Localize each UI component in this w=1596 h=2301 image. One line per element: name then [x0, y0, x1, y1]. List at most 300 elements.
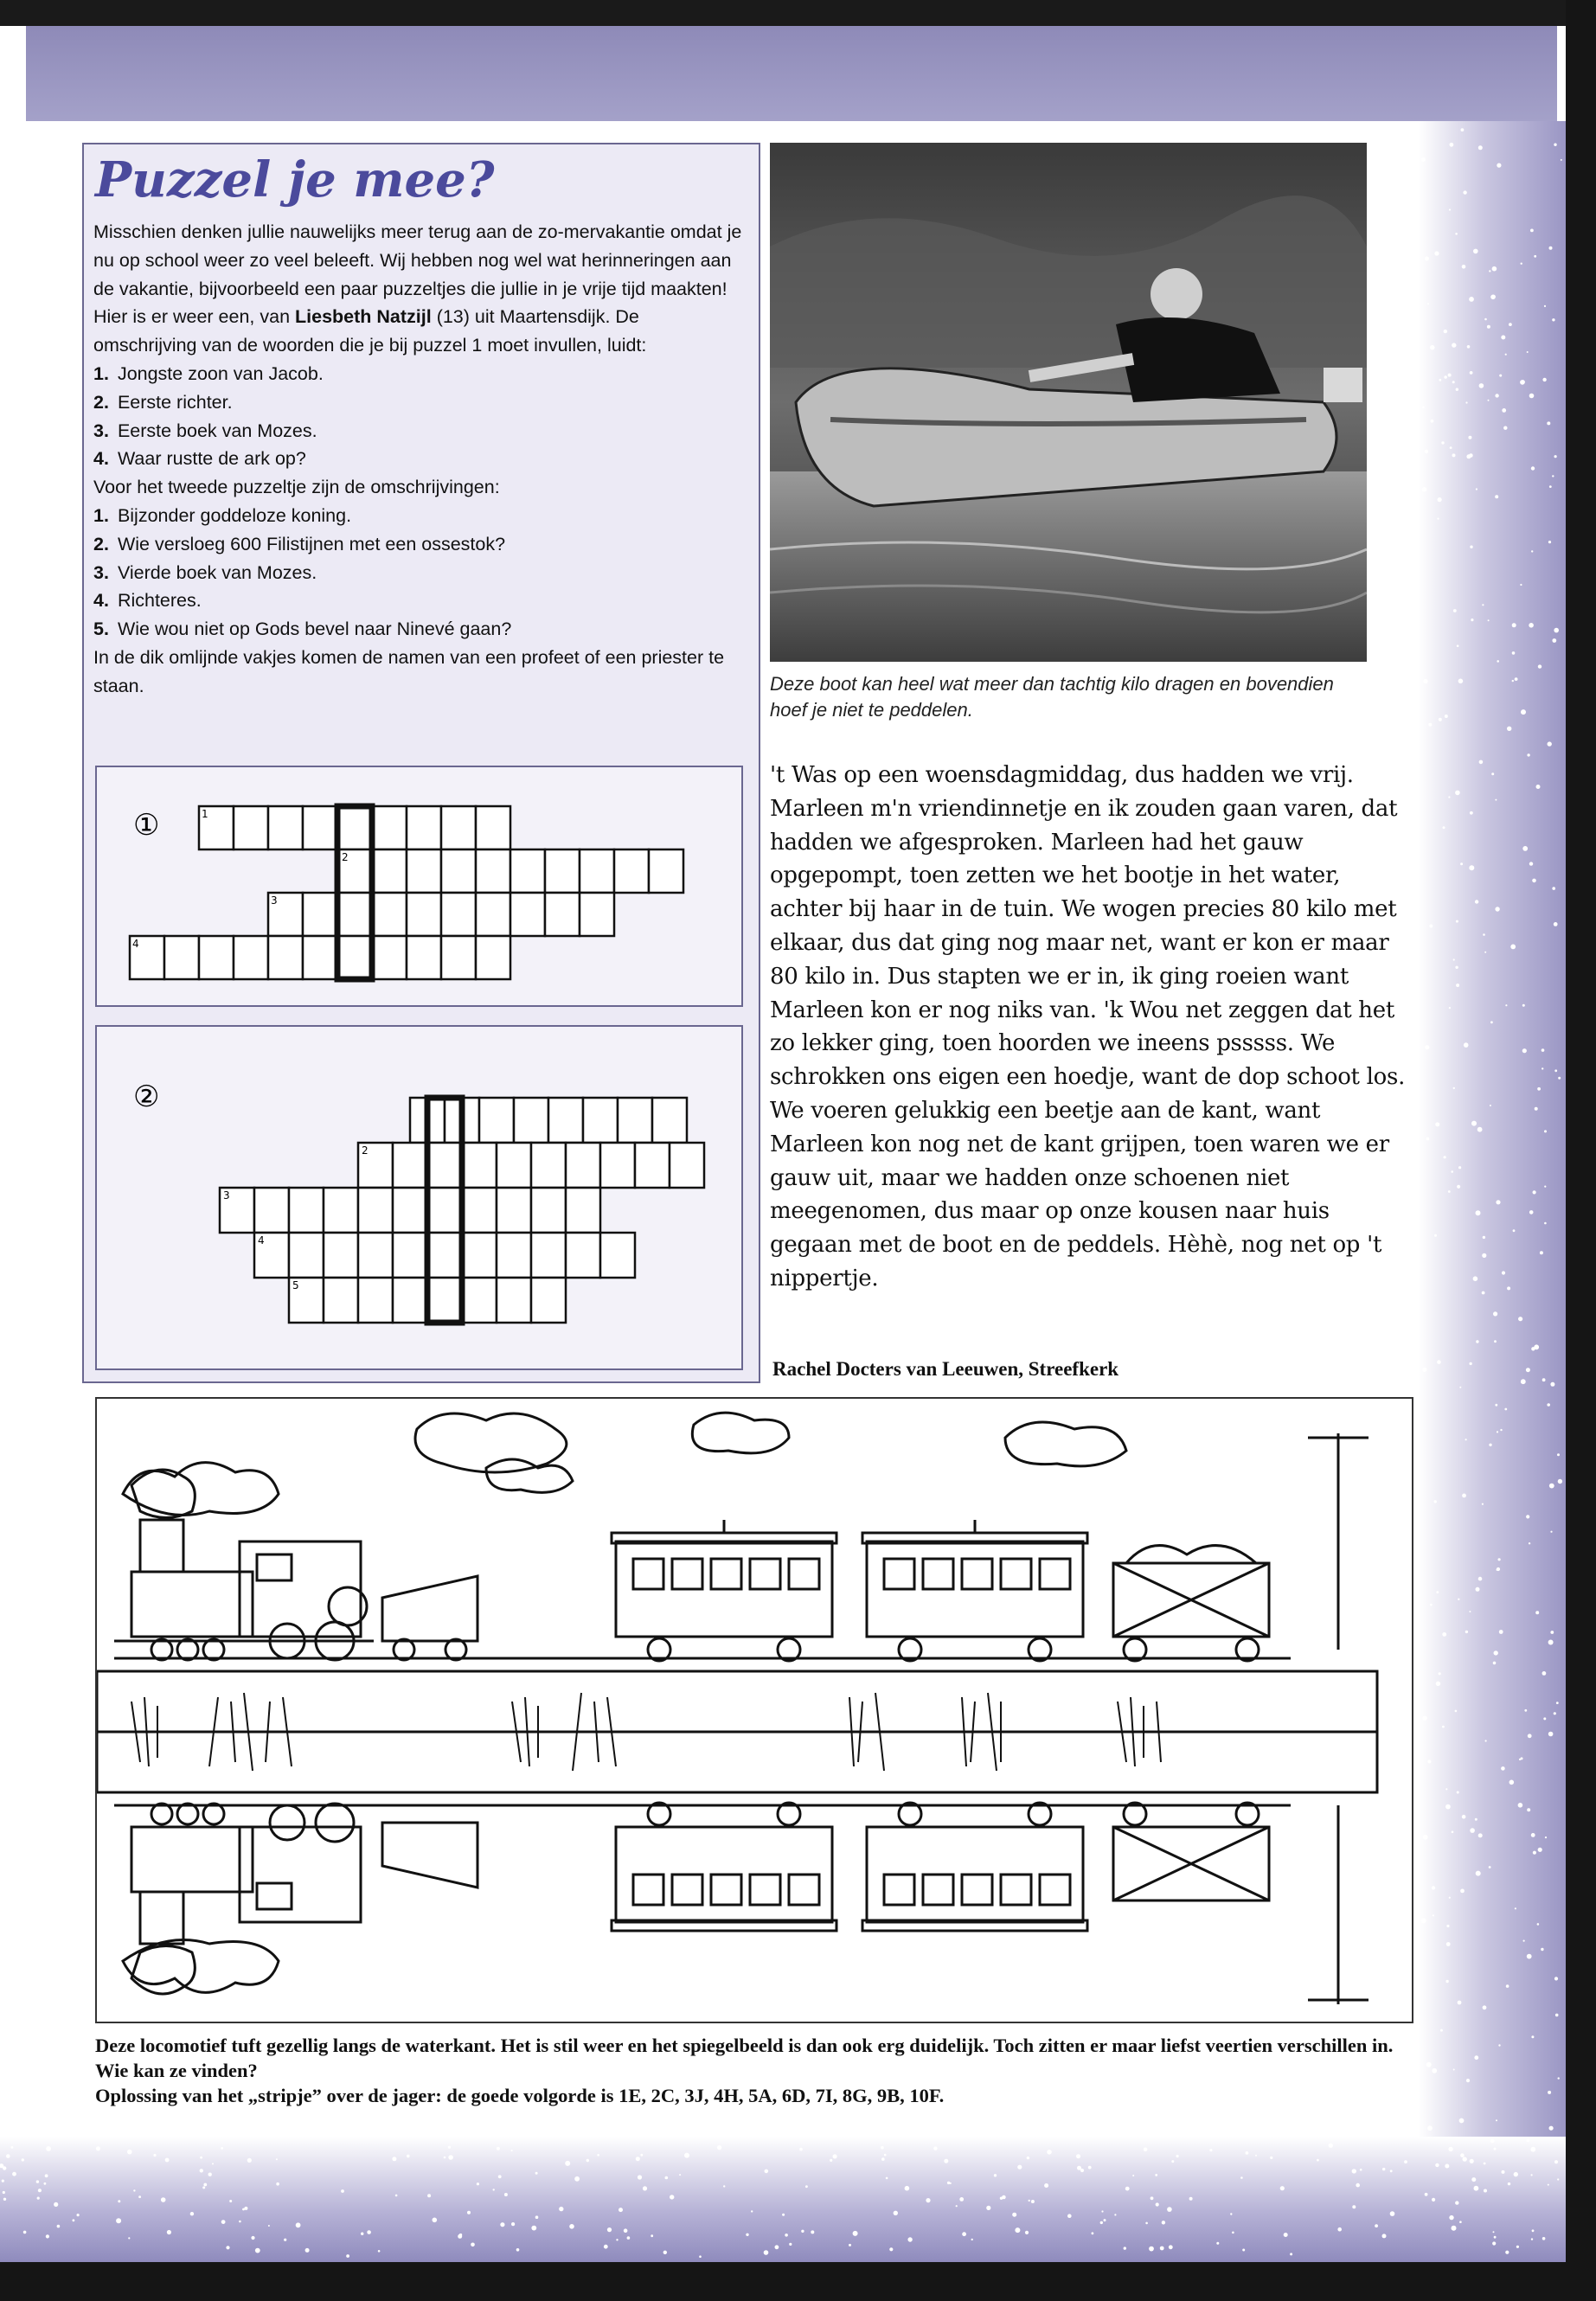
confetti-dot	[1455, 1710, 1458, 1713]
locomotive-top	[114, 1470, 374, 1660]
confetti-dot	[1434, 1500, 1437, 1503]
confetti-dot	[3, 2191, 5, 2194]
confetti-dot	[1475, 900, 1478, 903]
confetti-dot	[1434, 251, 1439, 255]
confetti-dot	[1544, 1186, 1546, 1188]
crossword-2-row-1	[410, 1098, 687, 1143]
confetti-dot	[341, 2189, 344, 2193]
confetti-dot	[1502, 2170, 1505, 2174]
crossword-1-num-2: 2	[342, 851, 349, 863]
confetti-dot	[604, 2245, 608, 2249]
confetti-dot	[1455, 791, 1460, 796]
confetti-dot	[1482, 1292, 1485, 1295]
confetti-dot	[886, 2177, 888, 2180]
confetti-dot	[493, 2189, 495, 2190]
confetti-dot	[907, 2237, 912, 2241]
confetti-dot	[1493, 1311, 1497, 1316]
confetti-dot	[36, 2180, 39, 2182]
confetti-dot	[723, 2185, 725, 2187]
confetti-dot	[627, 2236, 631, 2240]
confetti-dot	[427, 2194, 431, 2197]
confetti-dot	[1474, 2186, 1479, 2191]
confetti-dot	[1554, 1069, 1557, 1072]
confetti-dot	[1542, 1067, 1543, 1069]
confetti-dot	[1446, 1942, 1451, 1946]
confetti-dot	[1457, 1791, 1459, 1794]
carriage-1-top	[612, 1520, 836, 1661]
confetti-dot	[1541, 1948, 1543, 1951]
intro-name: Liesbeth Natzijl	[295, 306, 432, 328]
crossword-1-row-2	[337, 849, 683, 893]
confetti-dot	[1514, 2172, 1518, 2176]
confetti-dot	[1558, 2077, 1560, 2079]
confetti-dot	[670, 2195, 674, 2199]
confetti-dot	[407, 2155, 410, 2158]
confetti-dot	[1429, 925, 1433, 928]
crossword-2	[97, 1027, 741, 1368]
confetti-dot	[944, 2159, 948, 2163]
confetti-dot	[1145, 2222, 1148, 2225]
confetti-dot	[782, 2214, 785, 2216]
cloud-top-4	[1005, 1422, 1126, 1466]
confetti-dot	[1162, 2221, 1165, 2224]
confetti-dot	[1505, 2251, 1509, 2254]
confetti-dot	[1510, 945, 1516, 950]
confetti-dot	[1490, 2139, 1495, 2144]
confetti-dot	[500, 2222, 504, 2227]
crossword-1-row-4	[130, 936, 510, 979]
confetti-dot	[1430, 345, 1435, 350]
confetti-dot	[268, 2225, 270, 2227]
confetti-dot	[1484, 2189, 1487, 2193]
confetti-dot	[1432, 2068, 1437, 2073]
confetti-dot	[1012, 2213, 1016, 2217]
confetti-dot	[1189, 2197, 1193, 2201]
confetti-dot	[1125, 2187, 1130, 2191]
confetti-dot	[202, 2186, 205, 2189]
confetti-dot	[200, 2169, 203, 2172]
confetti-dot	[1493, 2231, 1495, 2233]
confetti-dot	[1492, 2241, 1496, 2245]
confetti-dot	[1495, 1404, 1497, 1407]
confetti-dot	[1246, 2151, 1249, 2155]
confetti-dot	[1025, 2231, 1029, 2234]
confetti-dot	[1542, 1048, 1545, 1052]
confetti-dot	[607, 2227, 612, 2232]
confetti-dot	[663, 2251, 667, 2254]
confetti-dot	[1494, 2236, 1497, 2239]
confetti-dot	[1482, 1253, 1486, 1258]
confetti-dot	[1015, 2227, 1020, 2233]
confetti-dot	[1531, 2238, 1533, 2240]
confetti-dot	[477, 2182, 479, 2185]
confetti-dot	[1448, 1190, 1451, 1193]
crossword-1-box	[95, 766, 743, 1007]
confetti-dot	[1493, 1662, 1497, 1665]
confetti-dot	[1527, 753, 1529, 756]
crossword-1-num-3: 3	[271, 894, 278, 907]
confetti-dot	[1529, 862, 1533, 865]
confetti-dot	[1554, 2160, 1558, 2163]
confetti-dot	[1529, 394, 1535, 399]
confetti-dot	[805, 2185, 808, 2188]
confetti-dot	[1527, 1808, 1530, 1811]
confetti-dot	[789, 2243, 792, 2246]
confetti-dot	[1171, 2160, 1174, 2163]
confetti-dot	[785, 2234, 788, 2237]
confetti-dot	[1497, 1567, 1500, 1571]
confetti-dot	[1453, 609, 1457, 612]
confetti-dot	[1442, 1726, 1445, 1728]
confetti-dot	[1516, 2246, 1519, 2248]
confetti-dot	[77, 2214, 80, 2216]
confetti-dot	[764, 2250, 769, 2255]
confetti-dot	[1550, 1382, 1554, 1387]
confetti-dot	[1445, 2164, 1449, 2169]
confetti-dot	[1527, 2139, 1530, 2143]
confetti-dot	[1100, 2221, 1103, 2224]
confetti-dot	[962, 2232, 966, 2236]
confetti-dot	[1476, 1587, 1480, 1592]
confetti-dot	[1428, 723, 1432, 727]
confetti-dot	[1498, 2044, 1500, 2046]
confetti-dot	[127, 2150, 132, 2155]
confetti-dot	[1463, 190, 1466, 194]
confetti-dot	[1426, 1138, 1430, 1141]
crossword-2-row-4	[254, 1233, 635, 1278]
confetti-dot	[1375, 2224, 1378, 2227]
confetti-dot	[276, 2158, 278, 2160]
confetti-dot	[586, 2159, 589, 2162]
confetti-dot	[1470, 371, 1473, 375]
confetti-dot	[244, 2207, 247, 2210]
confetti-dot	[467, 2211, 471, 2214]
confetti-dot	[242, 2208, 245, 2211]
confetti-dot	[284, 2239, 286, 2241]
confetti-dot	[1470, 546, 1472, 548]
confetti-dot	[1445, 1980, 1448, 1983]
confetti-dot	[1149, 2247, 1154, 2252]
confetti-dot	[1552, 475, 1554, 477]
confetti-dot	[1548, 541, 1551, 543]
confetti-dot	[1549, 485, 1552, 488]
confetti-dot	[684, 2153, 689, 2158]
confetti-dot	[569, 2224, 574, 2229]
confetti-dot	[1114, 2214, 1116, 2215]
confetti-dot	[1533, 1851, 1536, 1855]
confetti-dot	[1544, 305, 1546, 307]
confetti-dot	[1531, 466, 1535, 470]
confetti-dot	[1521, 1757, 1523, 1759]
confetti-dot	[1435, 1122, 1439, 1126]
confetti-dot	[255, 2248, 260, 2253]
confetti-dot	[1432, 2198, 1435, 2202]
confetti-dot	[1176, 2155, 1179, 2157]
confetti-dot	[498, 2175, 502, 2178]
confetti-dot	[1080, 2169, 1084, 2172]
confetti-dot	[1469, 1362, 1471, 1365]
confetti-dot	[636, 2157, 640, 2161]
confetti-dot	[1483, 1236, 1485, 1239]
confetti-dot	[1465, 401, 1467, 403]
confetti-dot	[799, 2148, 803, 2151]
confetti-dot	[1542, 2237, 1546, 2240]
clue-1-4: 4. Waar rustte de ark op?	[93, 448, 306, 470]
confetti-dot	[1515, 1907, 1516, 1909]
crossword-1-row-1	[199, 806, 510, 849]
confetti-dot	[651, 2234, 653, 2237]
confetti-dot	[1521, 1379, 1526, 1384]
confetti-dot	[2, 2180, 4, 2182]
confetti-dot	[1554, 1712, 1556, 1715]
confetti-dot	[1545, 1836, 1547, 1838]
story-text: 't Was op een woensdagmiddag, dus hadden we vrij. Marleen m'n vriendinnetje en ik zouden gaan varen, dat hadden we afgesproken. Marleen had het gauw opgepompt, toen zetten we het bootje in het water, achter bij haar in de tuin. We wogen precies 80 kilo met elkaar, dus dat ging nog maar net, want er kon er maar 80 kilo in. Dus stapten we er in, ik ging roeien want Marleen kon er nog niks van. 'k Wou net zeggen dat het zo lekker ging, toen hoorden we ineens psssss. We schrokken ons eigen een hoedje, want de dop schoot los. We voeren gelukkig een beetje aan de kant, want Marleen kon nog net de kant grijpen, toen waren we er gauw uit, maar we hadden onze schoenen niet meegenomen, dus maar op onze kousen naar huis gegaan met de boot en de peddels. Hèhè, nog net op 't nippertje.	[770, 762, 1406, 1292]
confetti-dot	[1488, 400, 1490, 401]
train-puzzle-box	[95, 1397, 1413, 2023]
confetti-dot	[444, 2157, 446, 2159]
confetti-dot	[1558, 1479, 1562, 1484]
confetti-dot	[1390, 2211, 1395, 2216]
confetti-dot	[1445, 715, 1448, 718]
confetti-dot	[208, 2173, 212, 2176]
confetti-dot	[1427, 303, 1429, 304]
confetti-dot	[1476, 1210, 1481, 1215]
confetti-dot	[1502, 408, 1506, 413]
puzzle-intro	[93, 218, 747, 701]
confetti-dot	[433, 2218, 438, 2223]
confetti-dot	[1515, 677, 1518, 681]
confetti-dot	[535, 2215, 539, 2219]
carriage-2-top	[862, 1520, 1087, 1661]
confetti-dot	[1513, 1229, 1516, 1232]
confetti-dot	[1044, 2183, 1048, 2188]
confetti-dot	[1460, 2153, 1465, 2157]
confetti-dot	[1556, 1702, 1559, 1704]
confetti-dot	[1467, 345, 1471, 349]
confetti-dot	[717, 2145, 721, 2150]
crossword-2-label: ②	[133, 1080, 160, 1114]
confetti-dot	[811, 2230, 814, 2234]
confetti-dot	[1495, 799, 1497, 801]
clue-2-2: 2. Wie versloeg 600 Filistijnen met een ossestok?	[93, 533, 506, 554]
confetti-dot	[1509, 323, 1512, 326]
confetti-dot	[1352, 2205, 1356, 2208]
confetti-dot	[1422, 407, 1425, 409]
confetti-dot	[565, 2161, 570, 2166]
confetti-dot	[138, 2195, 141, 2198]
confetti-dot	[1443, 826, 1445, 829]
confetti-dot	[1499, 1630, 1503, 1634]
confetti-dot	[395, 2195, 398, 2197]
confetti-dot	[1542, 378, 1546, 381]
confetti-dot	[640, 2154, 643, 2157]
photo-caption: Deze boot kan heel wat meer dan tachtig kilo dragen en bovendien hoef je niet te peddelen.	[770, 673, 1334, 721]
confetti-dot	[1449, 1897, 1451, 1899]
confetti-dot	[239, 2221, 241, 2223]
crossword-2-box	[95, 1025, 743, 1370]
confetti-dot	[956, 2205, 958, 2207]
confetti-dot	[1455, 2201, 1458, 2204]
confetti-dot	[1132, 2175, 1134, 2176]
confetti-dot	[346, 2254, 349, 2258]
confetti-dot	[1526, 1368, 1530, 1372]
clue-1-3: 3. Eerste boek van Mozes.	[93, 420, 317, 441]
crossword-2-row-2	[358, 1143, 704, 1188]
confetti-dot	[775, 2245, 779, 2249]
confetti-dot	[1552, 638, 1556, 643]
confetti-dot	[1535, 1107, 1538, 1111]
confetti-dot	[1520, 380, 1525, 385]
confetti-dot	[833, 2154, 837, 2158]
confetti-dot	[1547, 421, 1550, 425]
confetti-dot	[1534, 1344, 1539, 1349]
confetti-dot	[1425, 1045, 1429, 1049]
confetti-dot	[986, 2206, 990, 2210]
confetti-dot	[619, 2208, 623, 2212]
confetti-dot	[38, 2189, 42, 2192]
confetti-dot	[1088, 2166, 1092, 2170]
confetti-dot	[392, 2157, 396, 2161]
confetti-dot	[1475, 1818, 1477, 1821]
confetti-dot	[73, 2219, 75, 2221]
confetti-dot	[1495, 394, 1498, 397]
confetti-dot	[597, 2154, 599, 2157]
confetti-dot	[1554, 1977, 1558, 1980]
confetti-dot	[1169, 2245, 1173, 2249]
confetti-dot	[1076, 2154, 1080, 2158]
confetti-dot	[1489, 1866, 1491, 1868]
confetti-dot	[96, 2146, 100, 2150]
confetti-dot	[881, 2157, 885, 2161]
confetti-dot	[1505, 354, 1507, 356]
crossword-1-num-1: 1	[202, 808, 208, 820]
crossword-1-num-4: 4	[132, 938, 139, 950]
confetti-dot	[1468, 436, 1471, 439]
confetti-dot	[1471, 1121, 1477, 1126]
confetti-dot	[1456, 920, 1458, 923]
confetti-dot	[1474, 2055, 1478, 2060]
confetti-dot	[1496, 1200, 1500, 1204]
confetti-dot	[1446, 1925, 1449, 1927]
confetti-dot	[1437, 1360, 1441, 1364]
confetti-dot	[884, 2154, 887, 2157]
confetti-dot	[1439, 1672, 1441, 1675]
clue-2-1: 1. Bijzonder goddeloze koning.	[93, 504, 352, 526]
confetti-dot	[1554, 628, 1559, 633]
confetti-dot	[1461, 128, 1465, 131]
confetti-dot	[516, 2248, 520, 2252]
confetti-dot	[1478, 145, 1483, 150]
confetti-dot	[1489, 270, 1490, 272]
confetti-dot	[679, 2174, 681, 2176]
confetti-dot	[1473, 1276, 1478, 1281]
confetti-dot	[1462, 1815, 1466, 1819]
clue-2-5: 5. Wie wou niet op Gods bevel naar Ninevé gaan?	[93, 619, 512, 640]
confetti-dot	[1531, 2174, 1533, 2176]
confetti-dot	[203, 2183, 207, 2187]
confetti-dot	[1457, 644, 1459, 647]
confetti-dot	[378, 2250, 381, 2253]
confetti-dot	[367, 2230, 371, 2234]
confetti-dot	[1156, 2202, 1159, 2206]
confetti-dot	[1531, 2035, 1534, 2038]
confetti-dot	[1439, 379, 1441, 381]
confetti-dot	[905, 2186, 910, 2191]
confetti-dot	[1436, 1682, 1440, 1686]
confetti-dot	[1430, 1604, 1433, 1606]
confetti-dot	[1540, 1251, 1543, 1254]
confetti-dot	[1469, 297, 1474, 302]
confetti-dot	[894, 2211, 898, 2215]
cloud-top-3	[692, 1413, 789, 1453]
confetti-dot	[1155, 2174, 1157, 2176]
confetti-dot	[1449, 208, 1451, 210]
confetti-dot	[1470, 811, 1473, 815]
confetti-dot	[574, 2176, 580, 2182]
confetti-dot	[57, 2225, 61, 2228]
crossword-2-row-3	[220, 1188, 600, 1233]
confetti-dot	[1484, 952, 1486, 953]
confetti-dot	[1433, 1914, 1434, 1916]
boy-head	[1151, 268, 1202, 320]
confetti-dot	[190, 2212, 194, 2215]
crossword-2-num-3: 3	[223, 1189, 230, 1202]
tender-top	[382, 1576, 478, 1660]
confetti-dot	[1524, 1709, 1527, 1712]
confetti-dot	[1537, 1923, 1540, 1926]
confetti-dot	[1449, 1007, 1451, 1009]
cloud-reflection	[123, 1940, 279, 1993]
confetti-dot	[830, 2159, 832, 2162]
story-author: Rachel Docters van Leeuwen, Streefkerk	[772, 1358, 1119, 1380]
confetti-dot	[1554, 144, 1556, 146]
confetti-dot	[1484, 2163, 1486, 2165]
confetti-dot	[128, 2237, 130, 2239]
confetti-dot	[1067, 2214, 1072, 2218]
confetti-dot	[46, 2146, 51, 2151]
confetti-dot	[1494, 2148, 1497, 2150]
confetti-dot	[1280, 2186, 1285, 2190]
confetti-dot	[849, 2244, 851, 2247]
confetti-dot	[1435, 2163, 1439, 2167]
confetti-dot	[1469, 453, 1473, 458]
confetti-dot	[1421, 157, 1426, 162]
confetti-dot	[1456, 388, 1458, 391]
confetti-dot	[1360, 2169, 1362, 2171]
confetti-dot	[1470, 2159, 1474, 2163]
confetti-dot	[1425, 257, 1429, 261]
confetti-dot	[1459, 2118, 1465, 2124]
confetti-dot	[1027, 2157, 1029, 2159]
confetti-dot	[1422, 487, 1426, 491]
confetti-dot	[643, 2186, 647, 2190]
confetti-dot	[1532, 2229, 1535, 2232]
confetti-dot	[1496, 2119, 1497, 2121]
confetti-dot	[1501, 336, 1505, 340]
confetti-dot	[1485, 1740, 1487, 1741]
confetti-dot	[1490, 1021, 1493, 1023]
confetti-dot	[1495, 495, 1498, 498]
confetti-dot	[11, 2146, 14, 2149]
confetti-dot	[1450, 446, 1452, 449]
confetti-dot	[1431, 420, 1434, 423]
confetti-dot	[1552, 887, 1555, 890]
confetti-dot	[1449, 2215, 1453, 2220]
clue-1-1: 1. Jongste zoon van Jacob.	[93, 362, 324, 384]
confetti-dot	[1232, 2232, 1234, 2234]
confetti-dot	[1532, 879, 1536, 883]
confetti-dot	[1498, 1558, 1501, 1561]
